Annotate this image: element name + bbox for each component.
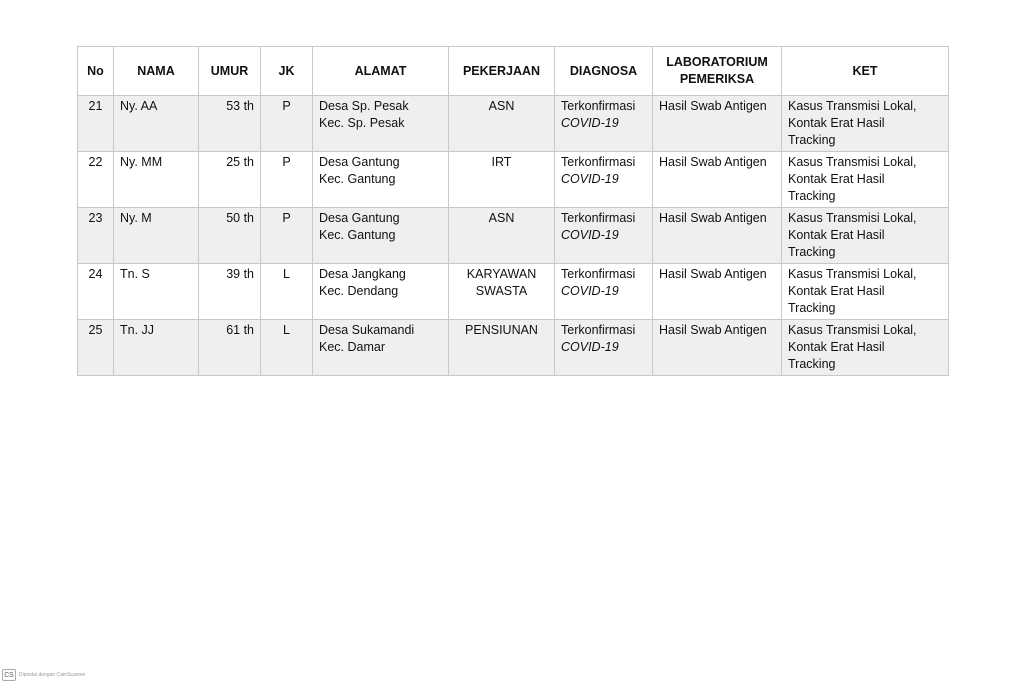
ket-line2: Kontak Erat Hasil	[788, 116, 885, 130]
alamat-desa: Desa Gantung	[319, 155, 400, 169]
alamat-desa: Desa Jangkang	[319, 267, 406, 281]
cell-ket	[782, 320, 949, 376]
ket-line3: Tracking	[788, 245, 836, 259]
cell-jk: P	[261, 208, 313, 264]
header-pekerjaan: PEKERJAAN	[449, 47, 555, 96]
header-jk: JK	[261, 47, 313, 96]
cell-nama: Ny. M	[114, 208, 199, 264]
cell-jk: L	[261, 264, 313, 320]
cell-jk: P	[261, 152, 313, 208]
cell-no: 22	[78, 152, 114, 208]
alamat-kecamatan: Kec. Sp. Pesak	[319, 116, 405, 130]
ket-line3: Tracking	[788, 189, 836, 203]
cell-ket	[782, 96, 949, 152]
alamat-desa: Desa Sukamandi	[319, 323, 415, 337]
header-nama: NAMA	[114, 47, 199, 96]
cell-no: 25	[78, 320, 114, 376]
diagnosa-status: Terkonfirmasi	[561, 99, 636, 113]
scanner-watermark	[2, 669, 86, 681]
cell-pekerjaan	[449, 96, 555, 152]
ket-line2: Kontak Erat Hasil	[788, 340, 885, 354]
pekerjaan-line1: ASN	[488, 99, 515, 113]
diagnosa-disease: COVID-19	[561, 172, 619, 186]
cell-diagnosa	[555, 152, 653, 208]
cell-alamat	[313, 96, 449, 152]
header-alamat: ALAMAT	[313, 47, 449, 96]
cell-laboratorium: Hasil Swab Antigen	[653, 264, 782, 320]
ket-line3: Tracking	[788, 357, 836, 371]
ket-line1: Kasus Transmisi Lokal,	[788, 323, 917, 337]
table-row	[78, 152, 949, 208]
pekerjaan-line2: SWASTA	[475, 284, 528, 298]
header-row	[78, 47, 949, 96]
ket-line1: Kasus Transmisi Lokal,	[788, 211, 917, 225]
ket-line2: Kontak Erat Hasil	[788, 228, 885, 242]
cell-ket	[782, 264, 949, 320]
header-diagnosa: DIAGNOSA	[555, 47, 653, 96]
alamat-desa: Desa Gantung	[319, 211, 400, 225]
cell-diagnosa	[555, 96, 653, 152]
cell-diagnosa	[555, 264, 653, 320]
cell-jk: P	[261, 96, 313, 152]
ket-line3: Tracking	[788, 301, 836, 315]
cell-nama: Tn. JJ	[114, 320, 199, 376]
cell-laboratorium: Hasil Swab Antigen	[653, 208, 782, 264]
cell-nama: Ny. MM	[114, 152, 199, 208]
diagnosa-disease: COVID-19	[561, 228, 619, 242]
alamat-kecamatan: Kec. Gantung	[319, 172, 396, 186]
pekerjaan-line1: PENSIUNAN	[465, 323, 538, 337]
cell-no: 24	[78, 264, 114, 320]
alamat-desa: Desa Sp. Pesak	[319, 99, 409, 113]
cell-laboratorium: Hasil Swab Antigen	[653, 96, 782, 152]
diagnosa-disease: COVID-19	[561, 340, 619, 354]
header-umur: UMUR	[199, 47, 261, 96]
cell-nama: Tn. S	[114, 264, 199, 320]
ket-line1: Kasus Transmisi Lokal,	[788, 99, 917, 113]
cell-alamat	[313, 208, 449, 264]
cell-pekerjaan	[449, 264, 555, 320]
ket-line1: Kasus Transmisi Lokal,	[788, 155, 917, 169]
diagnosa-status: Terkonfirmasi	[561, 155, 636, 169]
alamat-kecamatan: Kec. Gantung	[319, 228, 396, 242]
cell-umur: 50 th	[199, 208, 261, 264]
header-lab-line2: PEMERIKSA	[679, 72, 755, 86]
cell-umur: 39 th	[199, 264, 261, 320]
cell-no: 23	[78, 208, 114, 264]
cell-umur: 53 th	[199, 96, 261, 152]
cell-ket	[782, 152, 949, 208]
table-row	[78, 96, 949, 152]
table-row	[78, 208, 949, 264]
cell-umur: 25 th	[199, 152, 261, 208]
cell-ket	[782, 208, 949, 264]
camscanner-logo-icon: CS	[2, 669, 16, 681]
diagnosa-status: Terkonfirmasi	[561, 211, 636, 225]
header-lab-line1: LABORATORIUM	[666, 55, 768, 69]
alamat-kecamatan: Kec. Damar	[319, 340, 385, 354]
cell-diagnosa	[555, 320, 653, 376]
cell-alamat	[313, 320, 449, 376]
cell-diagnosa	[555, 208, 653, 264]
cell-umur: 61 th	[199, 320, 261, 376]
alamat-kecamatan: Kec. Dendang	[319, 284, 399, 298]
pekerjaan-line1: IRT	[491, 155, 512, 169]
header-ket: KET	[782, 47, 949, 96]
diagnosa-disease: COVID-19	[561, 284, 619, 298]
cell-alamat	[313, 264, 449, 320]
ket-line3: Tracking	[788, 133, 836, 147]
case-table	[77, 46, 949, 376]
header-no: No	[78, 47, 114, 96]
diagnosa-status: Terkonfirmasi	[561, 267, 636, 281]
header-laboratorium	[653, 47, 782, 96]
cell-alamat	[313, 152, 449, 208]
pekerjaan-line1: KARYAWAN	[466, 267, 537, 281]
cell-laboratorium: Hasil Swab Antigen	[653, 320, 782, 376]
table-row	[78, 320, 949, 376]
cell-laboratorium: Hasil Swab Antigen	[653, 152, 782, 208]
cell-pekerjaan	[449, 320, 555, 376]
ket-line2: Kontak Erat Hasil	[788, 172, 885, 186]
cell-nama: Ny. AA	[114, 96, 199, 152]
diagnosa-status: Terkonfirmasi	[561, 323, 636, 337]
pekerjaan-line1: ASN	[488, 211, 515, 225]
diagnosa-disease: COVID-19	[561, 116, 619, 130]
cell-no: 21	[78, 96, 114, 152]
table-row	[78, 264, 949, 320]
cell-jk: L	[261, 320, 313, 376]
ket-line2: Kontak Erat Hasil	[788, 284, 885, 298]
ket-line1: Kasus Transmisi Lokal,	[788, 267, 917, 281]
cell-pekerjaan	[449, 208, 555, 264]
cell-pekerjaan	[449, 152, 555, 208]
scanner-caption: Dipindai dengan CamScanner	[19, 672, 86, 678]
